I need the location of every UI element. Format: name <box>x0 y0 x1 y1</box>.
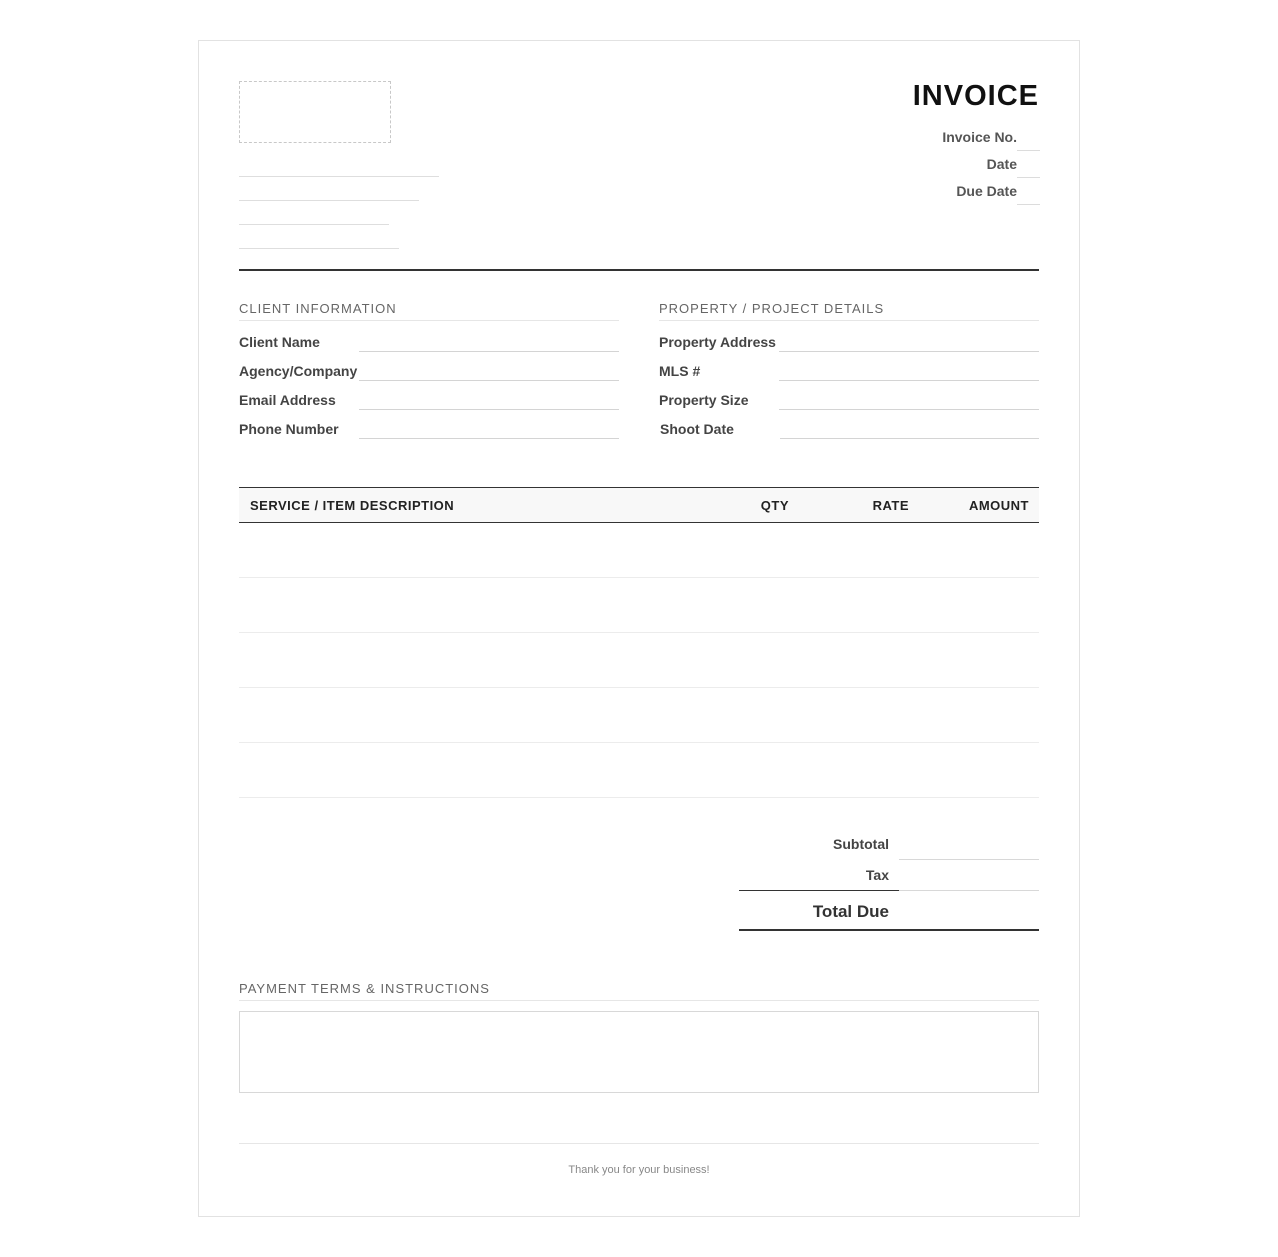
shoot-date-label: Shoot Date <box>660 421 734 437</box>
column-header-amount: AMOUNT <box>968 498 1029 513</box>
table-row[interactable] <box>239 742 1039 743</box>
subtotal-field[interactable] <box>899 859 1039 860</box>
mls-number-field[interactable] <box>779 380 1039 381</box>
invoice-number-label: Invoice No. <box>942 129 1017 145</box>
client-name-label: Client Name <box>239 334 320 350</box>
date-label: Date <box>986 156 1017 172</box>
table-row[interactable] <box>239 687 1039 688</box>
property-details-heading: PROPERTY / PROJECT DETAILS <box>659 301 885 316</box>
footer-rule <box>239 1143 1039 1144</box>
column-header-rate: RATE <box>872 498 909 513</box>
payment-terms-rule <box>239 1000 1039 1001</box>
property-size-label: Property Size <box>659 392 749 408</box>
business-address-line-1[interactable] <box>239 176 439 177</box>
agency-company-label: Agency/Company <box>239 363 358 379</box>
tax-field[interactable] <box>899 890 1039 891</box>
business-address-line-2[interactable] <box>239 200 419 201</box>
invoice-title: INVOICE <box>912 80 1039 112</box>
client-info-rule <box>239 320 619 321</box>
mls-number-label: MLS # <box>659 363 701 379</box>
table-row[interactable] <box>239 632 1039 633</box>
phone-number-field[interactable] <box>359 438 619 439</box>
column-header-qty: QTY <box>760 498 789 513</box>
email-address-field[interactable] <box>359 409 619 410</box>
due-date-label: Due Date <box>956 183 1017 199</box>
subtotal-label: Subtotal <box>833 836 889 852</box>
business-address-line-4[interactable] <box>239 248 399 249</box>
agency-company-field[interactable] <box>359 380 619 381</box>
payment-terms-heading: PAYMENT TERMS & INSTRUCTIONS <box>239 981 490 996</box>
items-table-header <box>239 487 1039 523</box>
invoice-number-field[interactable] <box>1017 150 1040 151</box>
due-date-field[interactable] <box>1017 204 1040 205</box>
total-due-label: Total Due <box>812 902 889 921</box>
property-address-label: Property Address <box>659 334 776 350</box>
date-field[interactable] <box>1017 177 1040 178</box>
table-row[interactable] <box>239 577 1039 578</box>
client-info-heading: CLIENT INFORMATION <box>239 301 397 316</box>
footer-message: Thank you for your business! <box>568 1164 710 1176</box>
header-divider <box>239 269 1039 271</box>
tax-label: Tax <box>865 867 889 883</box>
property-size-field[interactable] <box>779 409 1039 410</box>
logo-placeholder[interactable] <box>239 81 391 143</box>
property-address-field[interactable] <box>779 351 1039 352</box>
shoot-date-field[interactable] <box>780 438 1039 439</box>
invoice-page <box>198 40 1080 1217</box>
table-row[interactable] <box>239 797 1039 798</box>
total-due-rule <box>739 929 1039 931</box>
client-name-field[interactable] <box>359 351 619 352</box>
phone-number-label: Phone Number <box>239 421 339 437</box>
property-details-rule <box>659 320 1039 321</box>
column-header-description: SERVICE / ITEM DESCRIPTION <box>250 498 455 513</box>
totals-divider <box>739 890 899 891</box>
email-address-label: Email Address <box>239 392 336 408</box>
payment-terms-textarea[interactable] <box>239 1011 1039 1093</box>
business-address-line-3[interactable] <box>239 224 389 225</box>
